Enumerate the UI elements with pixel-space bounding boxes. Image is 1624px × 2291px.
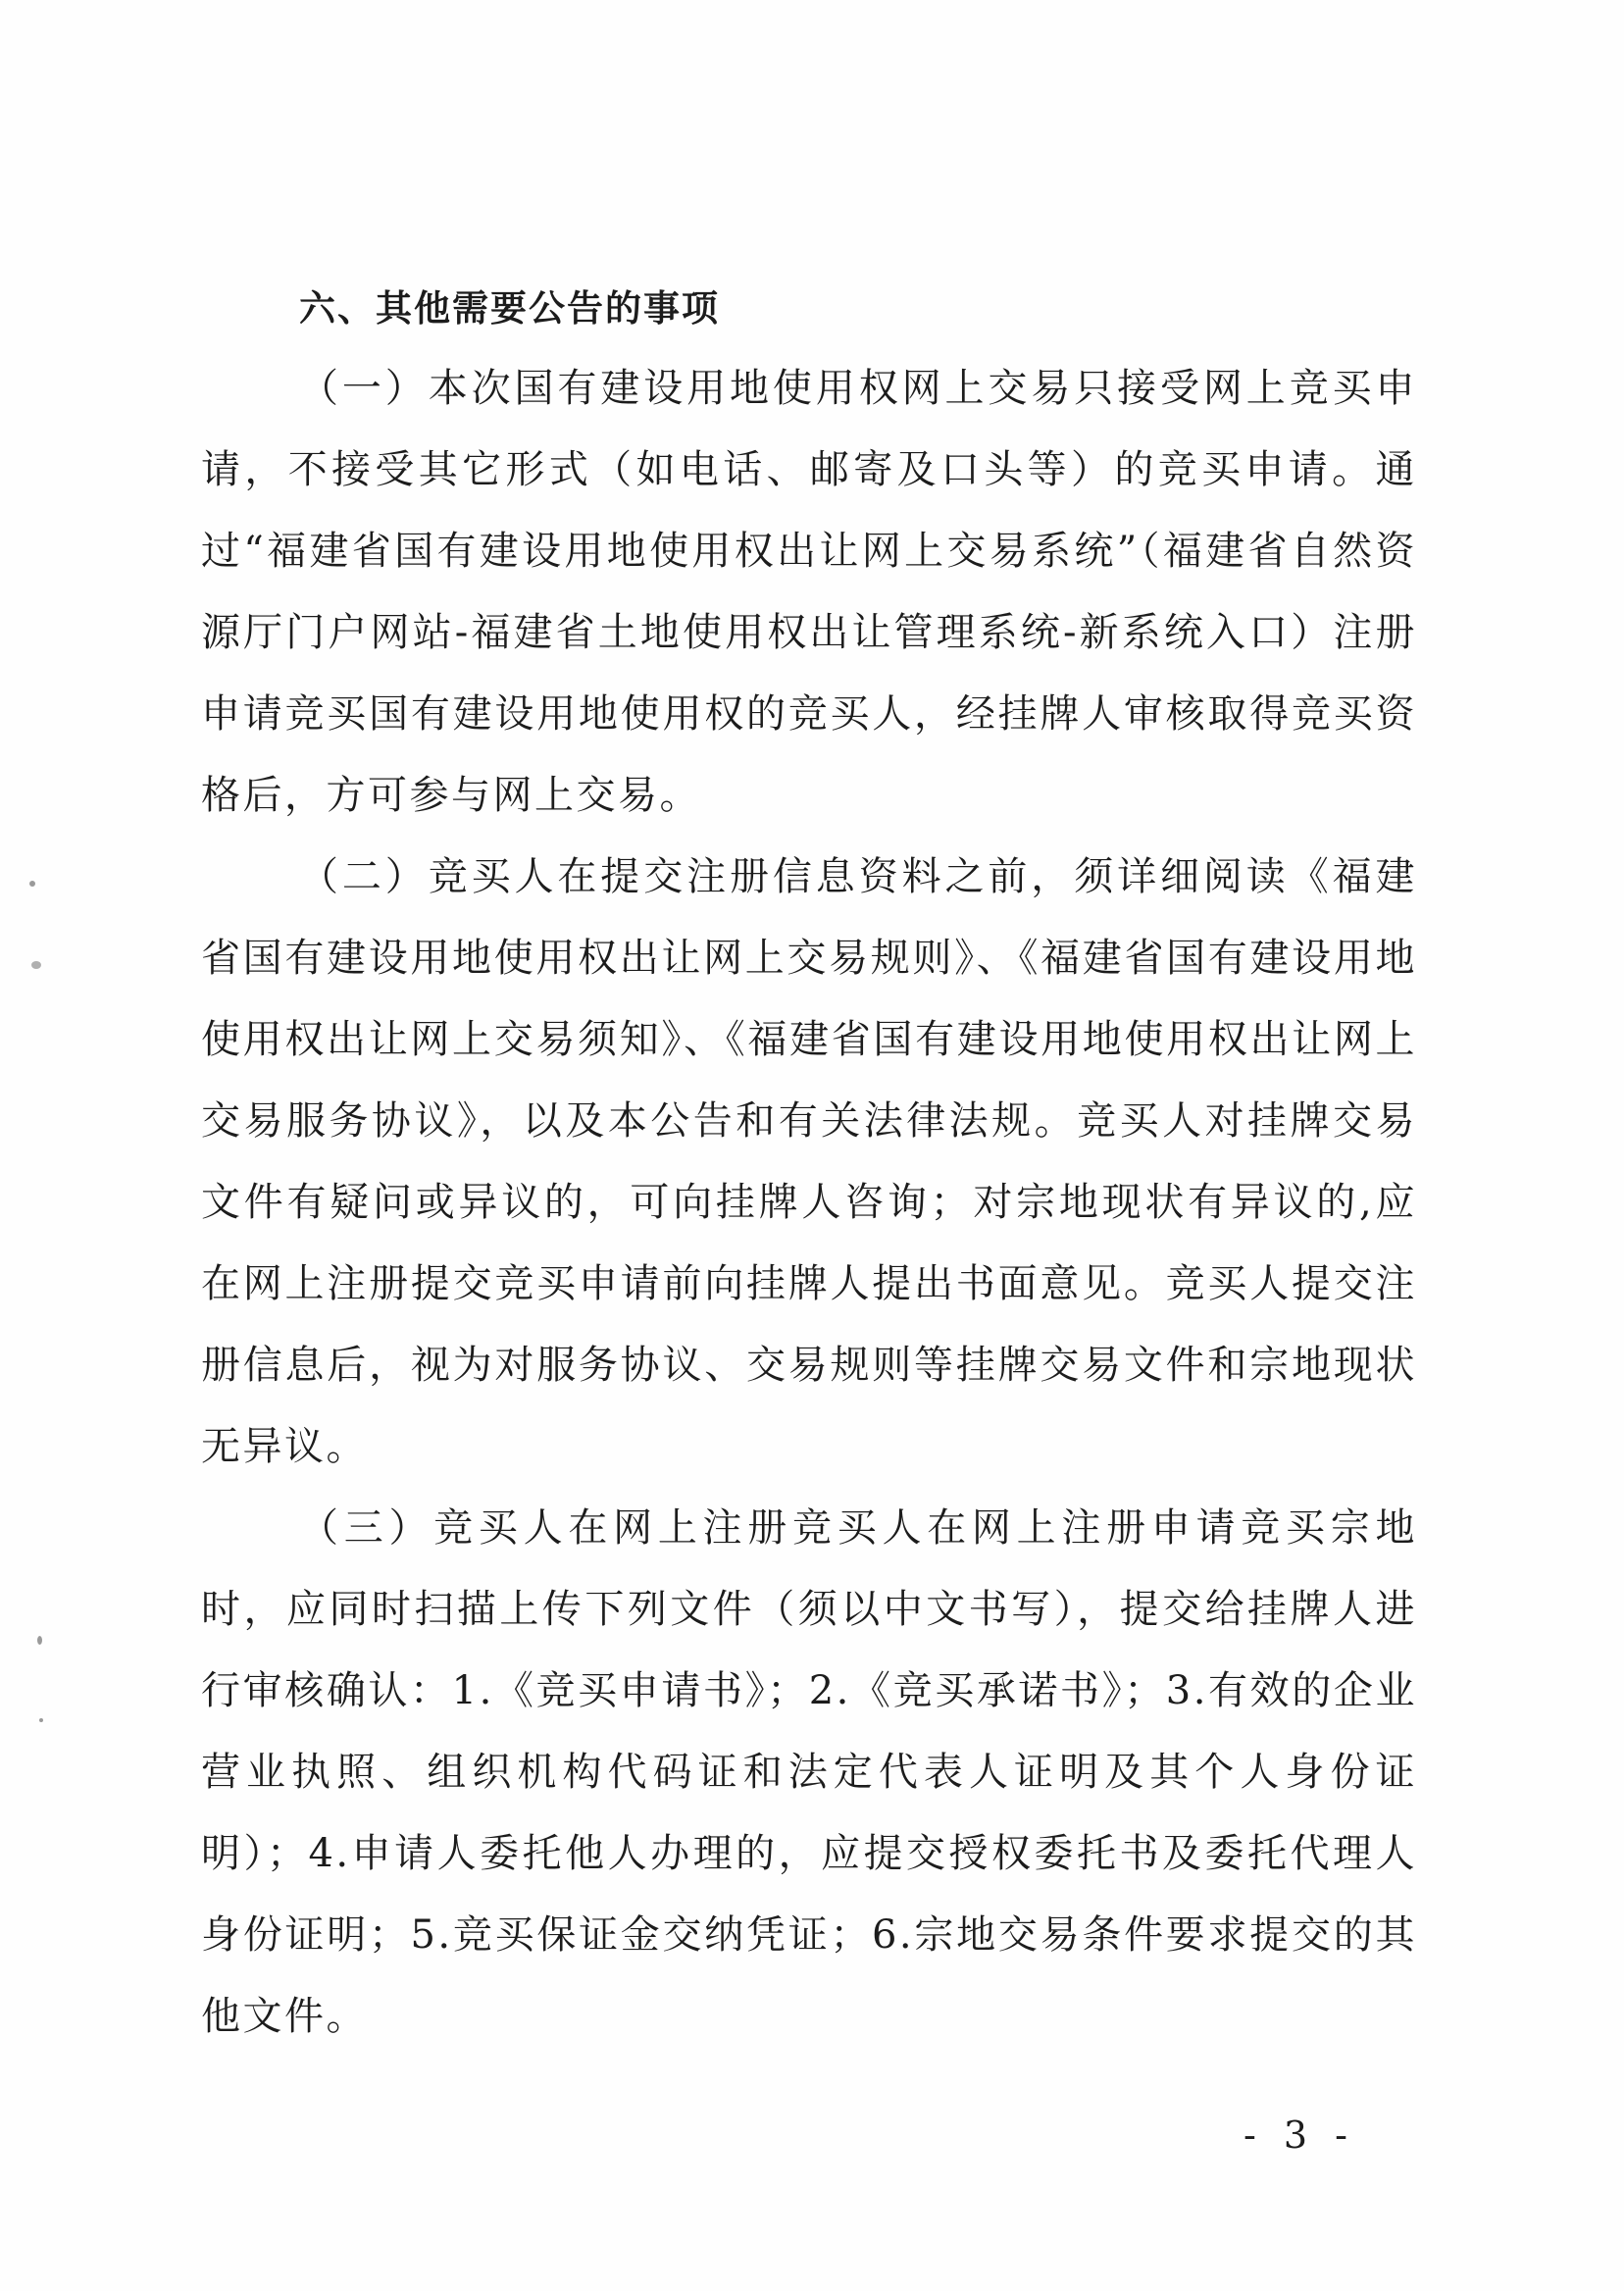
section-heading: 六、其他需要公告的事项 [299, 287, 720, 330]
scan-speck [31, 961, 41, 969]
paragraph-1: （一）本次国有建设用地使用权网上交易只接受网上竞买申请，不接受其它形式（如电话、邮寄及口头等）的竞买申请。通过“福建省国有建设用地使用权出让网上交易系统”（福建省自然资源厅门户网站-福建省土地使用权出让管理系统-新系统入口）注册申请竞买国有建设用地使用权的竞买人，经挂牌人审核取得竞买资格后，方可参与网上交易。 [201, 366, 1417, 818]
scan-speck [29, 881, 35, 887]
paragraph-3: （三）竞买人在网上注册竞买人在网上注册申请竞买宗地时，应同时扫描上传下列文件（须以中文书写），提交给挂牌人进行审核确认：1.《竞买申请书》；2.《竞买承诺书》；3.有效的企业营业执照、组织机构代码证和法定代表人证明及其个人身份证明）；4.申请人委托他人办理的，应提交授权委托书及委托代理人身份证明；5.竞买保证金交纳凭证；6.宗地交易条件要求提交的其他文件。 [201, 1505, 1417, 2039]
scan-speck [37, 1636, 42, 1645]
document-body [201, 280, 1417, 2058]
scan-speck [39, 1718, 43, 1722]
paragraph-2: （二）竞买人在提交注册信息资料之前，须详细阅读《福建省国有建设用地使用权出让网上交易规则》、《福建省国有建设用地使用权出让网上交易须知》、《福建省国有建设用地使用权出让网上交易服务协议》，以及本公告和有关法律法规。竞买人对挂牌交易文件有疑问或异议的，可向挂牌人咨询；对宗地现状有异议的,应在网上注册提交竞买申请前向挂牌人提出书面意见。竞买人提交注册信息后，视为对服务协议、交易规则等挂牌交易文件和宗地现状无异议。 [201, 854, 1417, 1469]
page-number: - 3 - [1243, 2113, 1355, 2157]
